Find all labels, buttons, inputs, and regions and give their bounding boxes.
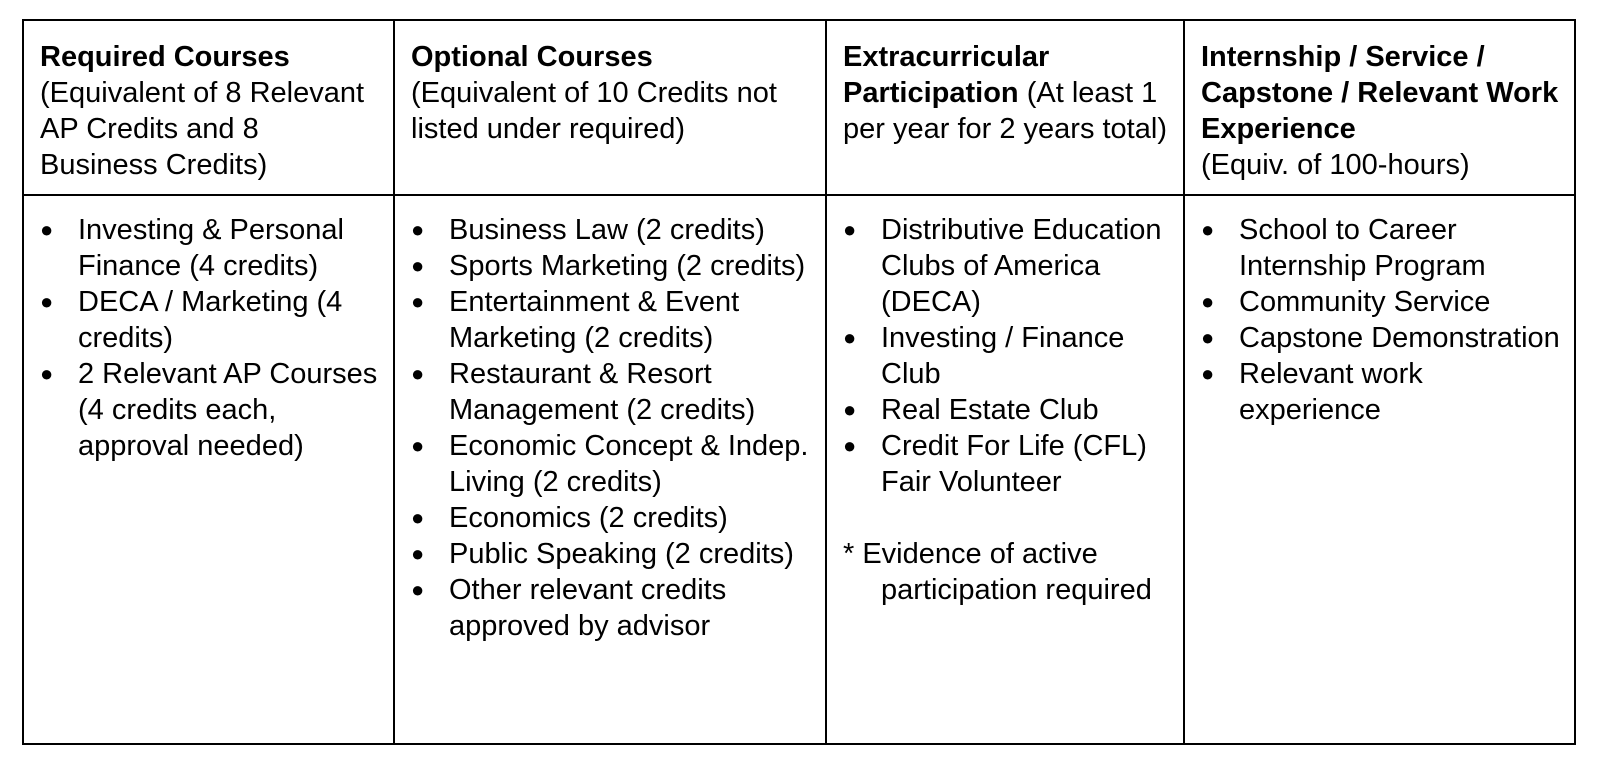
column-title: Required Courses <box>40 41 290 73</box>
list-item: ● Economic Concept & Indep. Living (2 credits) <box>411 430 809 498</box>
list-item: ● Real Estate Club <box>843 394 1099 426</box>
bullet-icon: ● <box>1201 289 1215 314</box>
bullet-icon: ● <box>1201 217 1215 242</box>
list-item: ● Relevant work experience <box>1201 358 1423 426</box>
header-internship-service <box>1185 21 1574 196</box>
header-optional-courses <box>395 21 827 196</box>
header-extracurricular <box>827 21 1185 196</box>
cell-required-courses <box>24 196 395 743</box>
bullet-icon: ● <box>411 289 425 314</box>
requirements-table <box>22 19 1576 745</box>
list-item: ● Other relevant credits approved by advisor <box>411 574 727 642</box>
column-title: Optional Courses <box>411 41 653 73</box>
list-item: ● Sports Marketing (2 credits) <box>411 250 806 282</box>
bullet-icon: ● <box>40 361 54 386</box>
list-item: ● 2 Relevant AP Courses (4 credits each, approval needed) <box>40 358 378 462</box>
bullet-icon: ● <box>40 289 54 314</box>
column-subtitle: (Equiv. of 100-hours) <box>1201 149 1470 181</box>
required-courses-list <box>40 212 379 464</box>
list-item: ● DECA / Marketing (4 credits) <box>40 286 343 354</box>
cell-internship-service <box>1185 196 1574 743</box>
bullet-icon: ● <box>411 541 425 566</box>
header-required-courses <box>24 21 395 196</box>
list-item: ● Investing & Personal Finance (4 credits) <box>40 214 344 282</box>
bullet-icon: ● <box>843 433 857 458</box>
column-subtitle: (Equivalent of 8 Relevant AP Credits and 8 Business Credits) <box>40 77 365 181</box>
column-subtitle: (Equivalent of 10 Credits not listed under required) <box>411 77 777 145</box>
participation-note: * Evidence of active participation required <box>843 538 1152 606</box>
bullet-icon: ● <box>843 217 857 242</box>
list-item: ● Entertainment & Event Marketing (2 credits) <box>411 286 740 354</box>
bullet-icon: ● <box>843 397 857 422</box>
list-item: ● School to Career Internship Program <box>1201 214 1486 282</box>
list-item: ● Community Service <box>1201 286 1491 318</box>
column-title: Internship / Service / Capstone / Relevant Work Experience <box>1201 41 1559 145</box>
bullet-icon: ● <box>1201 361 1215 386</box>
list-item: ● Business Law (2 credits) <box>411 214 765 246</box>
cell-optional-courses <box>395 196 827 743</box>
bullet-icon: ● <box>40 217 54 242</box>
column-subtitle: (At least 1 per year for 2 years total) <box>843 77 1167 145</box>
bullet-icon: ● <box>411 433 425 458</box>
bullet-icon: ● <box>411 577 425 602</box>
optional-courses-list <box>411 212 811 644</box>
bullet-icon: ● <box>411 505 425 530</box>
internship-service-list <box>1201 212 1560 428</box>
extracurricular-list <box>843 212 1169 500</box>
list-item: ● Credit For Life (CFL) Fair Volunteer <box>843 430 1147 498</box>
bullet-icon: ● <box>411 217 425 242</box>
list-item: ● Distributive Education Clubs of America (DECA) <box>843 214 1162 318</box>
column-title: Extracurricular Participation <box>843 41 1050 109</box>
list-item: ● Capstone Demonstration <box>1201 322 1560 354</box>
list-item: ● Public Speaking (2 credits) <box>411 538 794 570</box>
bullet-icon: ● <box>411 253 425 278</box>
cell-extracurricular <box>827 196 1185 743</box>
list-item: ● Economics (2 credits) <box>411 502 728 534</box>
bullet-icon: ● <box>843 325 857 350</box>
bullet-icon: ● <box>411 361 425 386</box>
list-item: ● Restaurant & Resort Management (2 credits) <box>411 358 756 426</box>
list-item: ● Investing / Finance Club <box>843 322 1125 390</box>
bullet-icon: ● <box>1201 325 1215 350</box>
